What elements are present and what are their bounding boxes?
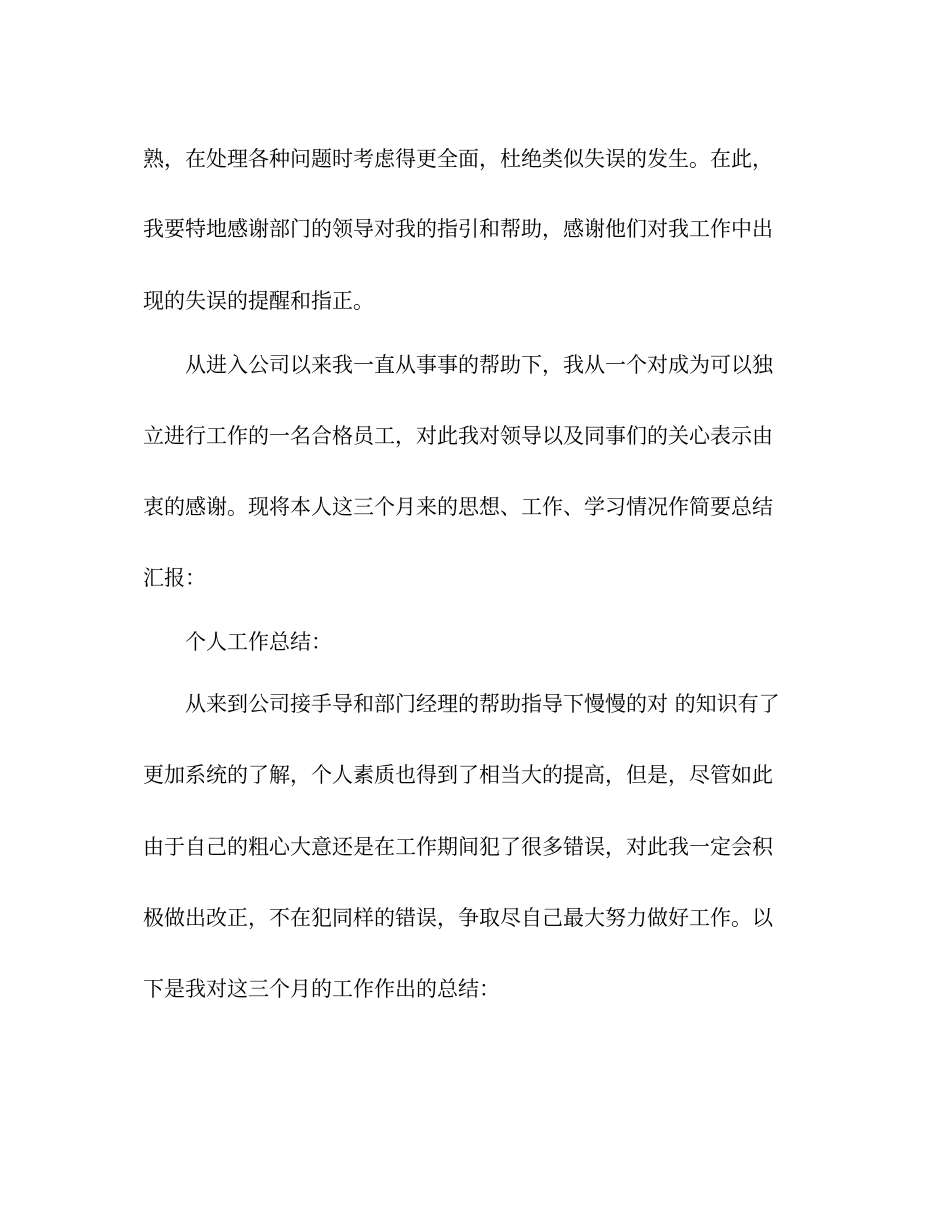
text-line: 汇报： bbox=[143, 566, 206, 590]
paragraph-start-line: 从进入公司以来我一直从事事的帮助下，我从一个对成为可以独 bbox=[185, 353, 773, 377]
paragraph-start-line: 从来到公司接手导和部门经理的帮助指导下慢慢的对 的知识有了 bbox=[185, 692, 780, 716]
text-line: 我要特地感谢部门的领导对我的指引和帮助，感谢他们对我工作中出 bbox=[143, 217, 773, 241]
text-line: 立进行工作的一名合格员工，对此我对领导以及同事们的关心表示由 bbox=[143, 424, 773, 448]
text-line: 更加系统的了解，个人素质也得到了相当大的提高，但是，尽管如此 bbox=[143, 763, 773, 787]
text-line: 极做出改正，不在犯同样的错误，争取尽自己最大努力做好工作。以 bbox=[143, 906, 773, 930]
text-line: 熟，在处理各种问题时考虑得更全面，杜绝类似失误的发生。在此， bbox=[143, 147, 773, 171]
text-line: 现的失误的提醒和指正。 bbox=[143, 289, 374, 313]
text-line: 下是我对这三个月的工作作出的总结： bbox=[143, 977, 500, 1001]
text-line: 衷的感谢。现将本人这三个月来的思想、工作、学习情况作简要总结 bbox=[143, 495, 773, 519]
text-line: 由于自己的粗心大意还是在工作期间犯了很多错误，对此我一定会积 bbox=[143, 835, 773, 859]
section-heading: 个人工作总结： bbox=[185, 630, 332, 654]
